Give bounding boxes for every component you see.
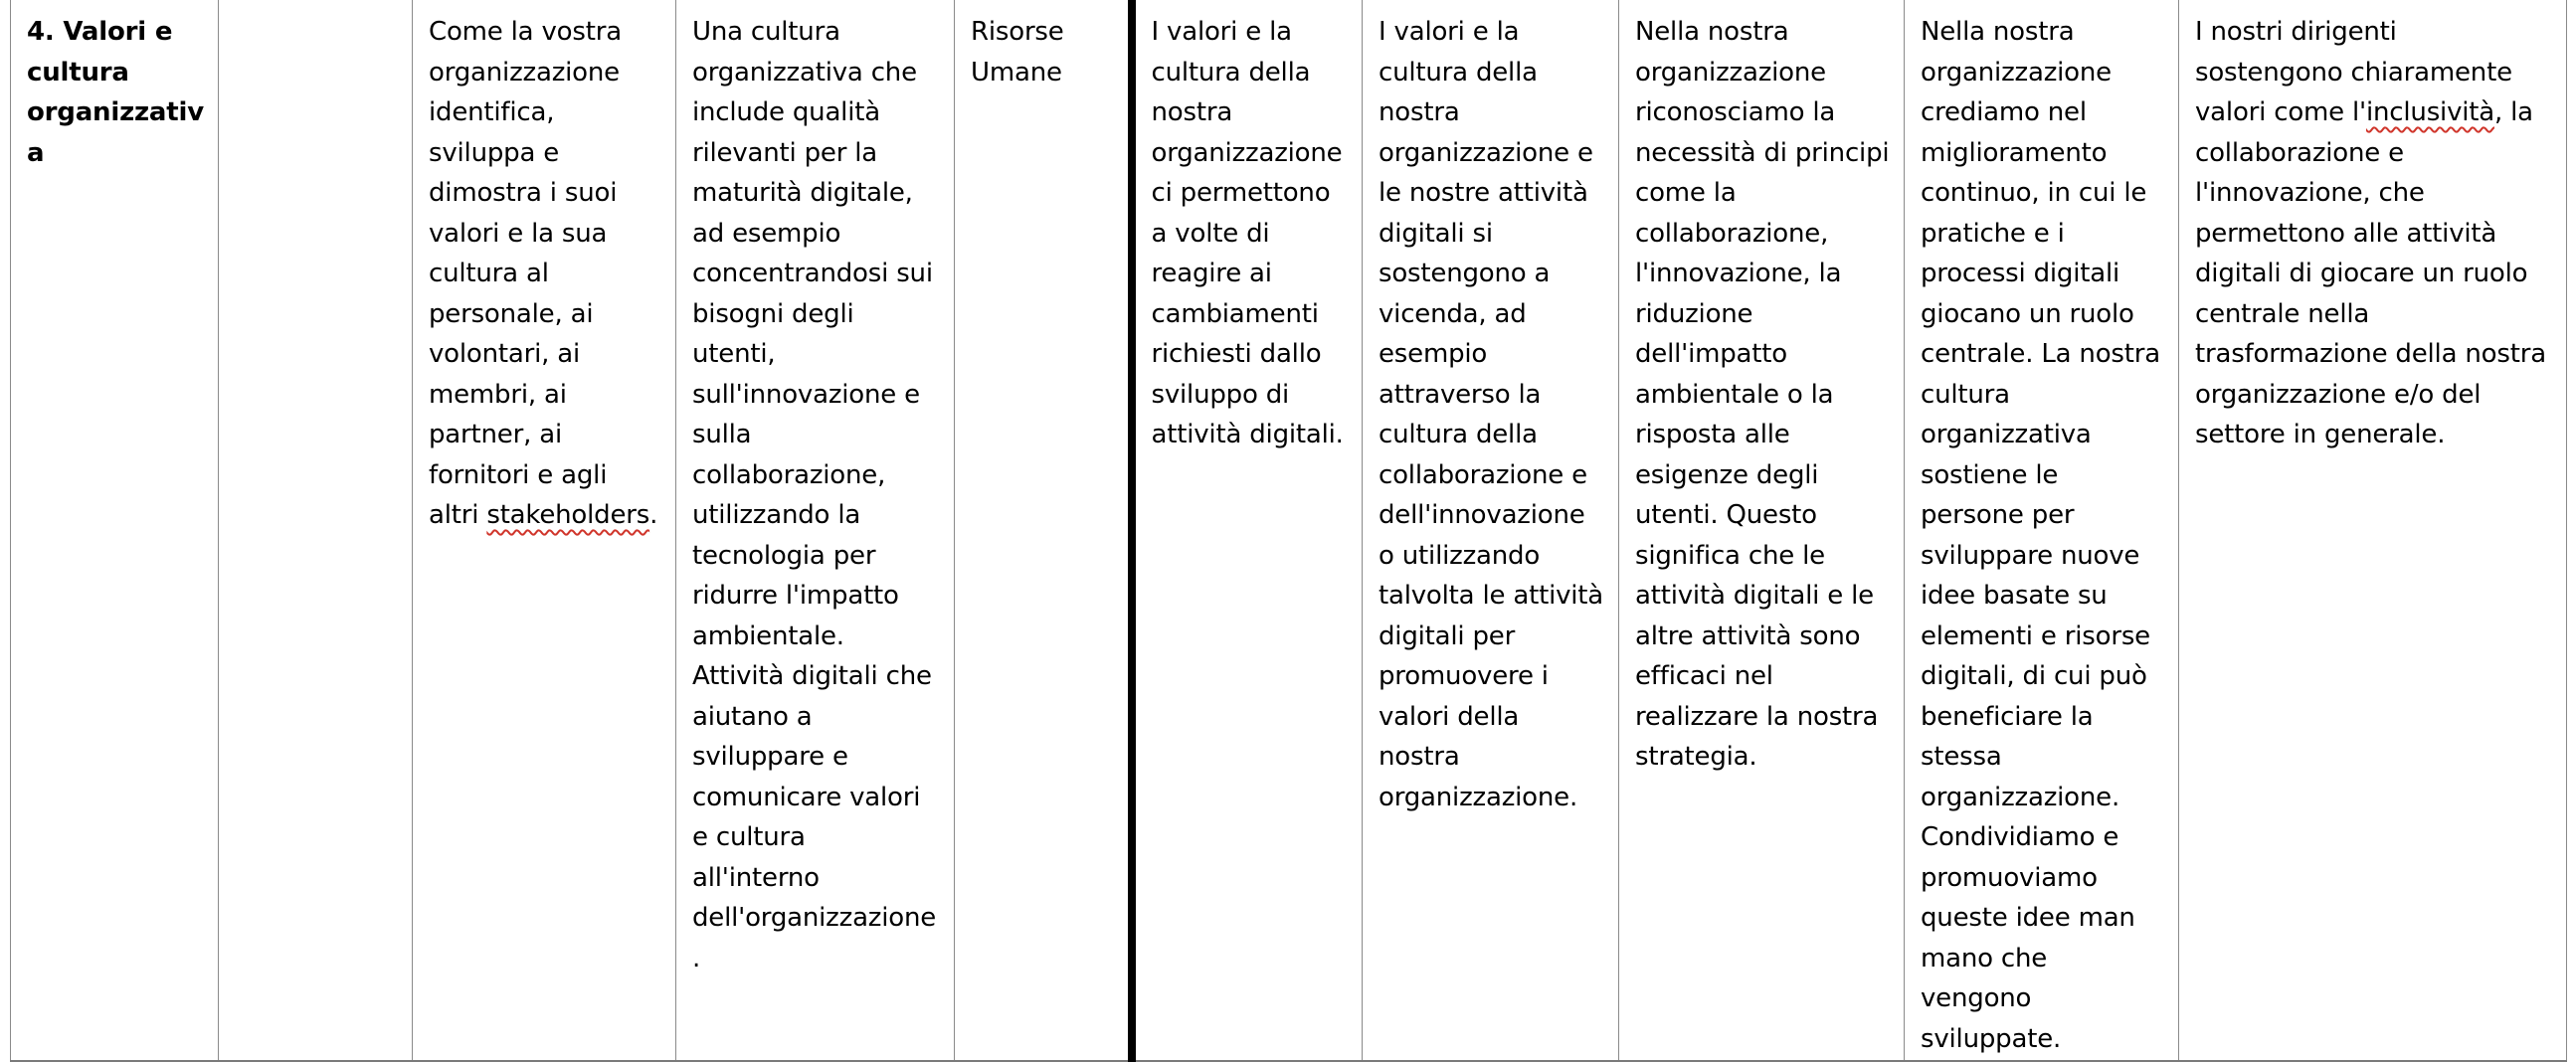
owner-cell[interactable] — [955, 0, 1132, 1061]
spellcheck-flagged-word[interactable]: stakeholders — [486, 500, 650, 530]
description-text — [429, 12, 661, 536]
level-2-cell[interactable] — [1363, 0, 1619, 1061]
description-cell[interactable] — [413, 0, 676, 1061]
level-4-cell[interactable] — [1905, 0, 2179, 1061]
level-1-cell[interactable] — [1132, 0, 1363, 1061]
level-5-text — [2195, 12, 2552, 455]
examples-cell[interactable] — [676, 0, 955, 1061]
maturity-table — [10, 0, 2567, 1062]
examples-text: Una cultura organizzativa che include qualità rilevanti per la maturità digitale, ad esempio concentrandosi sui bisogni degli utenti, sull'innovazione e sulla collaborazione, utilizzando la tecnologia per ridurre l'impatto ambientale. Attività digitali che aiutano a sviluppare e comunicare valori e cultura all'interno dell'organizzazione. — [692, 17, 937, 974]
level-1-text: I valori e la cultura della nostra organizzazione ci permettono a volte di reagire ai cambiamenti richiesti dallo sviluppo di attività digitali. — [1151, 17, 1344, 449]
description-text-end: . — [649, 500, 658, 530]
spellcheck-flagged-word[interactable]: inclusività — [2366, 97, 2495, 127]
level-5-text-start: I nostri dirigenti sostengono chiaramente valori come l' — [2195, 17, 2512, 127]
level-5-cell[interactable] — [2179, 0, 2567, 1061]
empty-cell[interactable] — [219, 0, 413, 1061]
table-row — [11, 0, 2567, 1061]
level-3-cell[interactable] — [1619, 0, 1905, 1061]
level-2-text: I valori e la cultura della nostra organizzazione e le nostre attività digitali si sostengono a vicenda, ad esempio attraverso la cultura della collaborazione e dell'innovazione o utilizzando talvolta le attività digitali per promuovere i valori della nostra organizzazione. — [1379, 17, 1604, 812]
level-5-text-end: , la collaborazione e l'innovazione, che permettono alle attività digitali di giocare un ruolo centrale nella trasformazione della nostra organizzazione e/o del settore in generale. — [2195, 97, 2546, 449]
owner-text: Risorse Umane — [971, 17, 1064, 88]
level-3-text: Nella nostra organizzazione riconosciamo la necessità di principi come la collaborazione, l'innovazione, la riduzione dell'impatto ambientale o la risposta alle esigenze degli utenti. Questo significa che le attività digitali e le altre attività sono efficaci nel realizzare la nostra strategia. — [1635, 17, 1890, 772]
description-text-start: Come la vostra organizzazione identifica, sviluppa e dimostra i suoi valori e la sua cultura al personale, ai volontari, ai membri, ai partner, ai fornitori e agli altri — [429, 17, 622, 530]
section-title: 4. Valori e cultura organizzativa — [27, 17, 204, 168]
level-4-text: Nella nostra organizzazione crediamo nel miglioramento continuo, in cui le pratiche e i processi digitali giocano un ruolo centrale. La nostra cultura organizzativa sostiene le persone per sviluppare nuove idee basate su elementi e risorse digitali, di cui può beneficiare la stessa organizzazione. Condividiamo e promuoviamo queste idee man mano che vengono sviluppate. — [1921, 17, 2160, 1054]
section-title-cell[interactable] — [11, 0, 219, 1061]
